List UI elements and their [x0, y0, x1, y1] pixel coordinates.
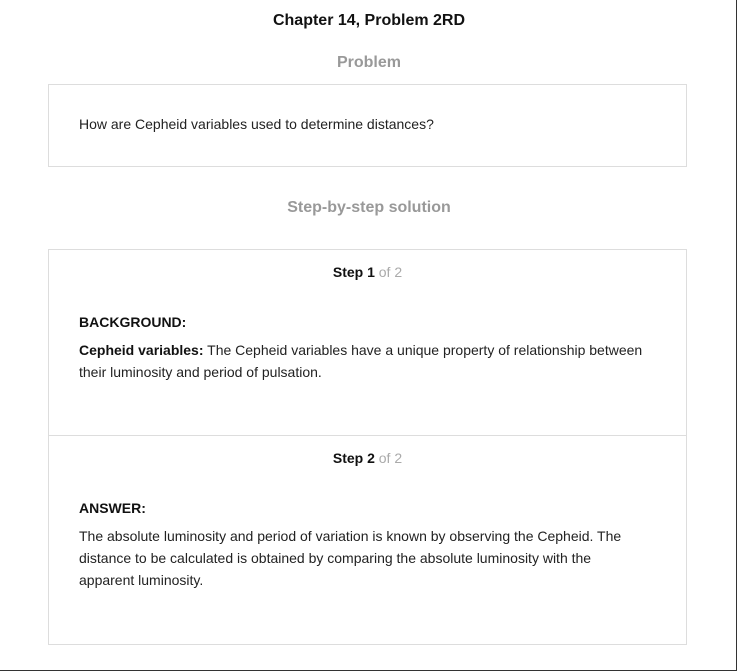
- step-1-text: The Cepheid variables have a unique property of relationship between their luminosity and period of pulsation.: [79, 342, 643, 380]
- problem-box: [48, 84, 687, 167]
- step-1: [49, 250, 686, 436]
- step-2-body: The absolute luminosity and period of variation is known by observing the Cepheid. The distance to be calculated is obtained by comparing the absolute luminosity with the apparent luminosity.: [79, 528, 622, 588]
- step-1-number: Step 1: [332, 264, 375, 280]
- step-1-label: BACKGROUND:: [79, 314, 187, 330]
- step-1-term: Cepheid variables:: [79, 342, 204, 358]
- problem-text: How are Cepheid variables used to determine distances?: [79, 116, 434, 132]
- step-1-header: [49, 264, 686, 280]
- page-title: Chapter 14, Problem 2RD: [272, 12, 466, 29]
- step-2-number: Step 2: [332, 450, 375, 466]
- step-1-of-total: of 2: [378, 264, 403, 280]
- solution-heading: Step-by-step solution: [287, 199, 451, 216]
- steps-box: [48, 249, 687, 645]
- step-2: [49, 436, 686, 644]
- step-1-body: [79, 339, 649, 383]
- step-2-header: [49, 450, 686, 466]
- step-2-of-total: of 2: [378, 450, 403, 466]
- step-2-label: ANSWER:: [79, 500, 146, 516]
- problem-heading: Problem: [336, 54, 401, 71]
